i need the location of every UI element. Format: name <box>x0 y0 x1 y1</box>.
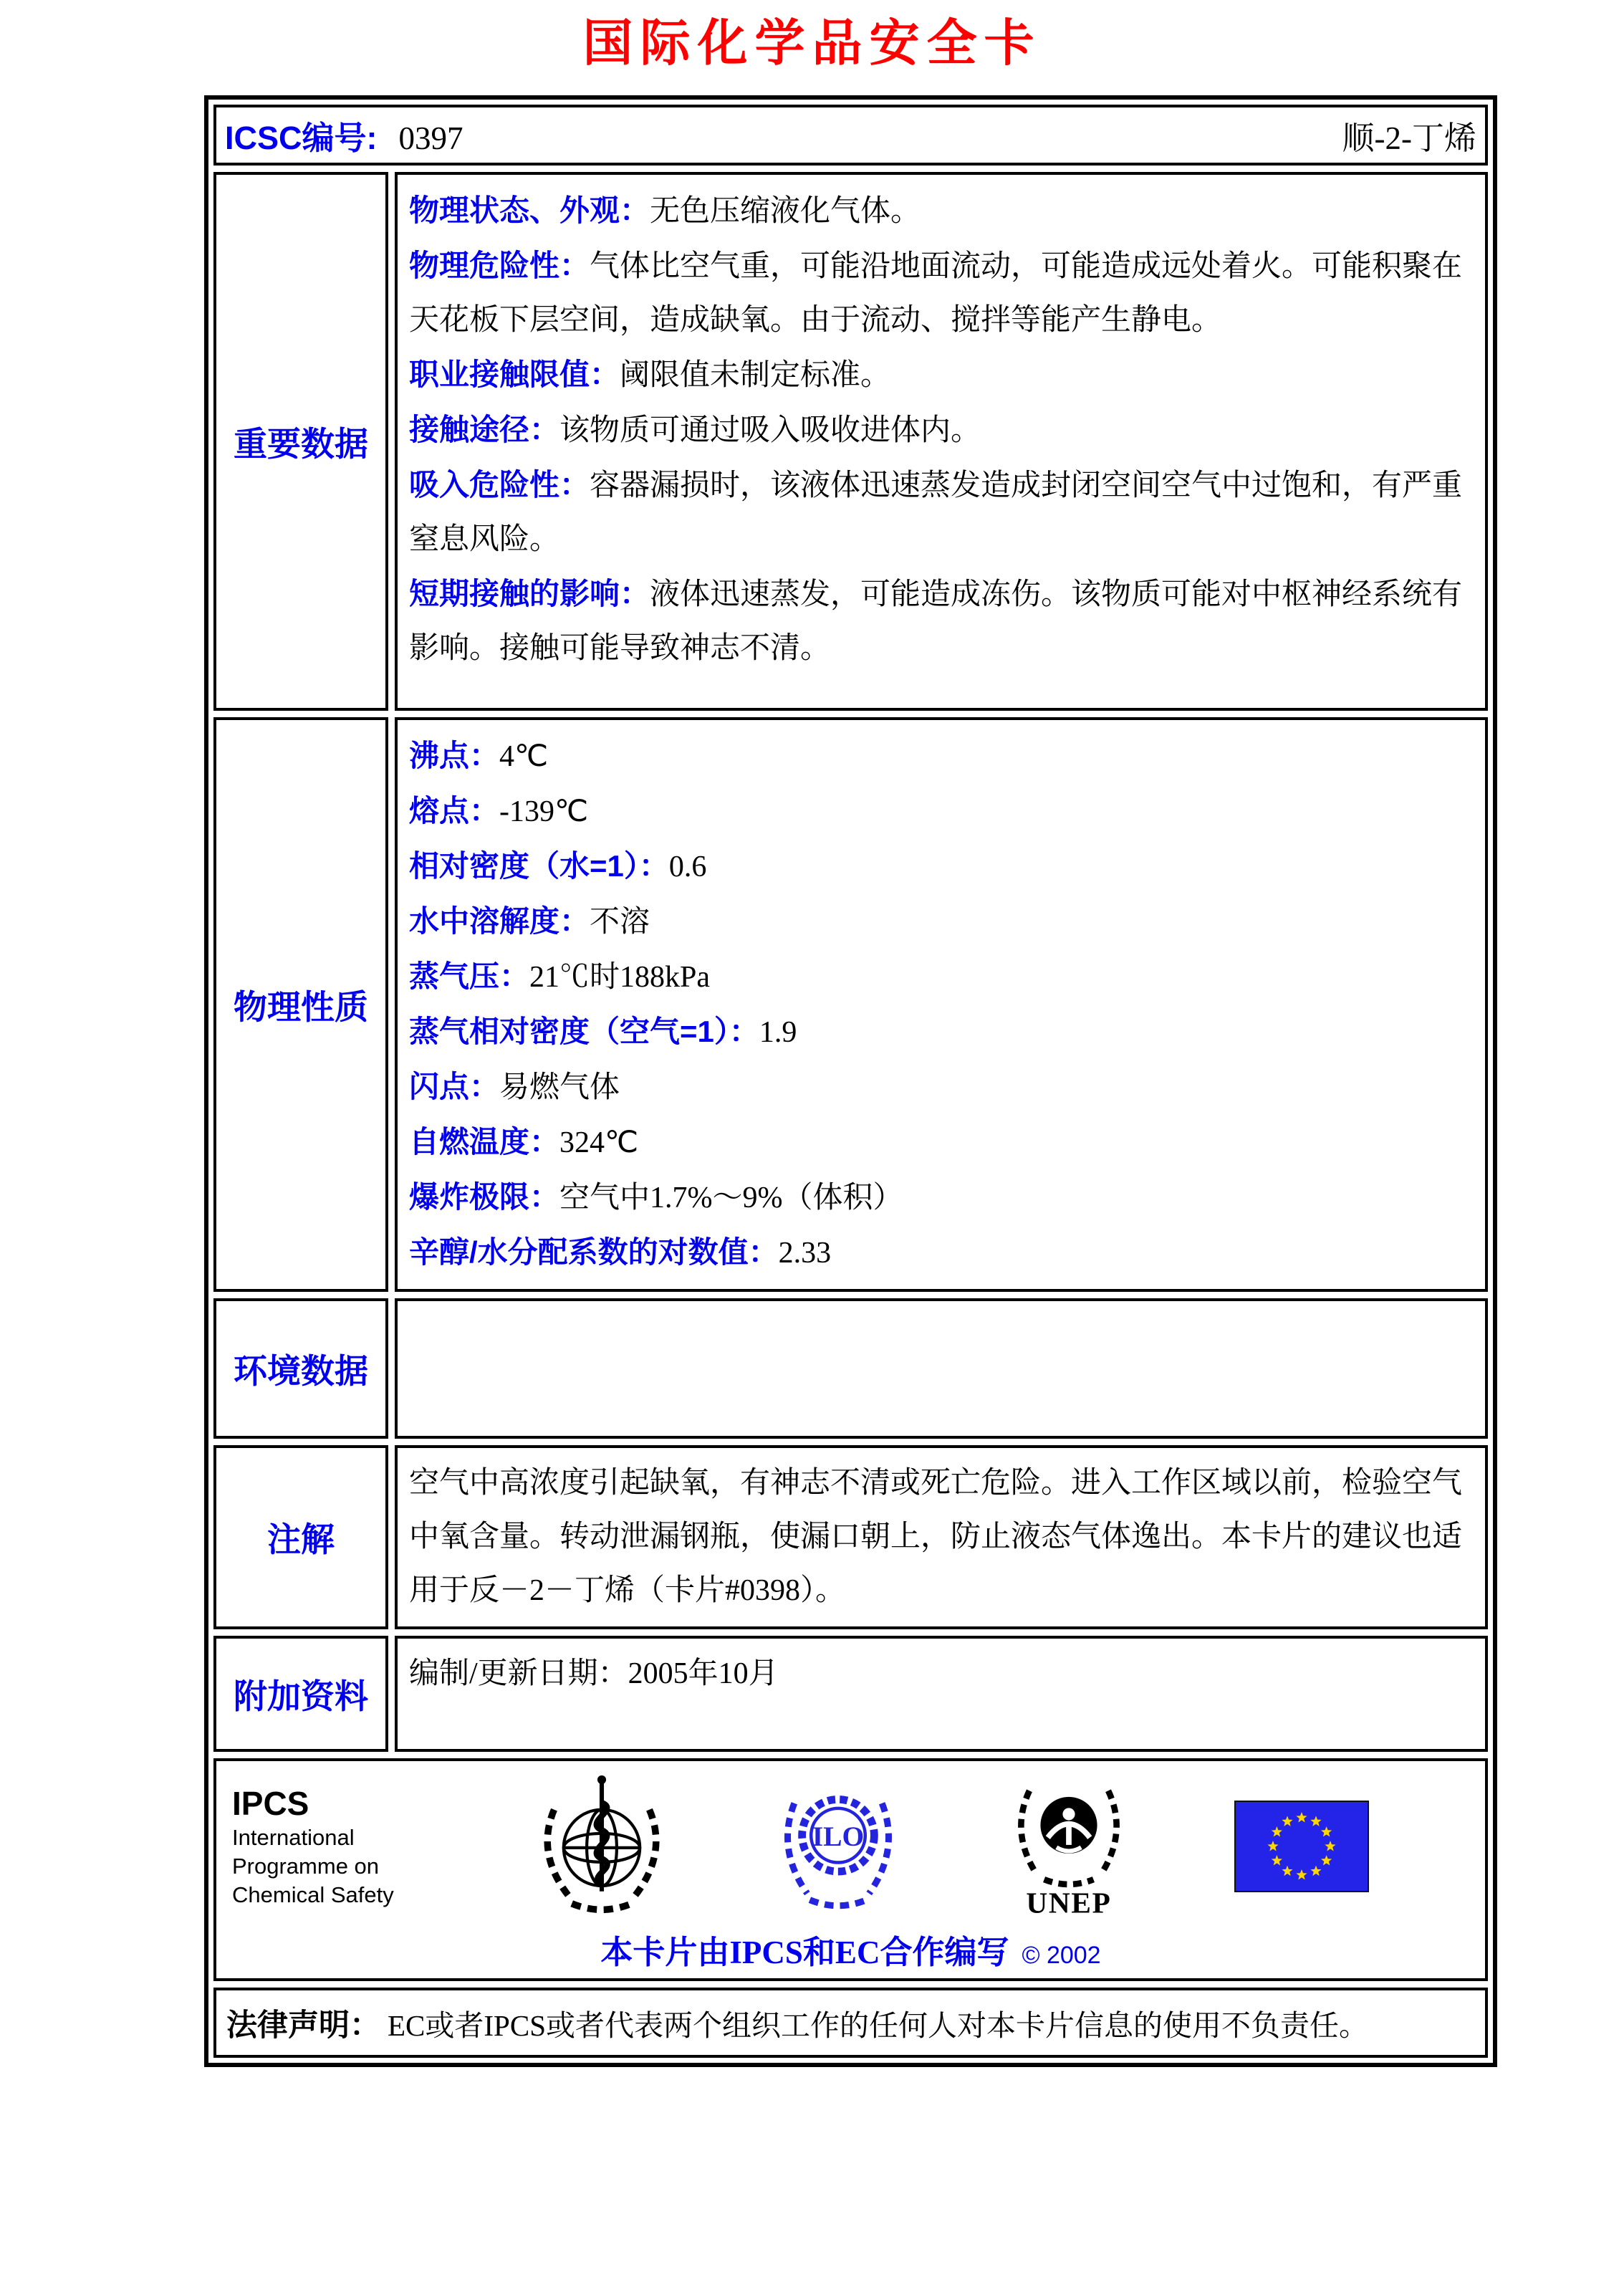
property-value: -139℃ <box>499 795 589 828</box>
property-value: 不溶 <box>590 906 650 939</box>
data-line <box>409 458 1474 567</box>
footer-cell <box>213 1758 1488 1981</box>
ilo-letters: ILO <box>812 1821 865 1853</box>
property-value: 324℃ <box>559 1126 639 1159</box>
property-value: 4℃ <box>499 740 549 773</box>
field-label: 物理危险性： <box>409 249 590 282</box>
physical-properties-content <box>395 717 1488 1292</box>
property-line <box>409 1115 1474 1170</box>
environmental-data-content <box>395 1298 1488 1439</box>
property-label: 辛醇/水分配系数的对数值： <box>409 1235 779 1269</box>
ipcs-line: Programme on <box>232 1854 380 1879</box>
property-line <box>409 1060 1474 1115</box>
important-data-label-cell <box>213 172 388 711</box>
section-environmental-data <box>213 1298 1488 1439</box>
property-line <box>409 949 1474 1005</box>
property-label: 沸点： <box>409 739 500 772</box>
icsc-number-label: ICSC编号: <box>225 120 378 156</box>
notes-text: 空气中高浓度引起缺氧，有神志不清或死亡危险。进入工作区域以前，检验空气中氧含量。转动泄漏钢瓶，使漏口朝上，防止液态气体逸出。本卡片的建议也适用于反－2－丁烯（卡片#0398）。 <box>409 1467 1463 1607</box>
property-label: 蒸气压： <box>409 959 530 993</box>
data-line <box>409 403 1474 458</box>
field-value: 液体迅速蒸发，可能造成冻伤。该物质可能对中枢神经系统有影响。接触可能导致神志不清。 <box>409 578 1463 665</box>
property-label: 相对密度（水=1）： <box>409 849 669 883</box>
legal-text: EC或者IPCS或者代表两个组织工作的任何人对本卡片信息的使用不负责任。 <box>388 2008 1368 2042</box>
property-line <box>409 784 1474 839</box>
notes-label-cell <box>213 1445 388 1629</box>
ipcs-title: IPCS <box>232 1785 309 1822</box>
notes-content <box>395 1445 1488 1629</box>
legal-cell <box>213 1988 1488 2058</box>
property-value: 空气中1.7%～9%（体积） <box>559 1181 903 1214</box>
property-value: 0.6 <box>668 850 707 883</box>
section-notes <box>213 1445 1488 1629</box>
property-line <box>409 839 1474 894</box>
ipcs-text-block <box>232 1783 429 1909</box>
field-label: 接触途径： <box>409 413 560 446</box>
important-data-content <box>395 172 1488 711</box>
data-line <box>409 239 1474 347</box>
caption-text: 本卡片由IPCS和EC合作编写 <box>600 1935 1009 1970</box>
section-physical-properties <box>213 717 1488 1292</box>
header-row <box>213 105 1488 166</box>
ipcs-line: Chemical Safety <box>232 1882 394 1907</box>
property-label: 爆炸极限： <box>409 1180 560 1214</box>
property-label: 熔点： <box>409 794 500 828</box>
section-label: 注解 <box>267 1520 335 1558</box>
section-label: 附加资料 <box>234 1677 368 1715</box>
page-title: 国际化学品安全卡 <box>582 16 1042 72</box>
eu-flag <box>1234 1801 1369 1892</box>
field-label: 吸入危险性： <box>409 468 590 502</box>
section-important-data <box>213 172 1488 711</box>
data-line <box>409 183 1474 239</box>
environmental-data-label-cell <box>213 1298 388 1439</box>
footer-inner <box>216 1761 1485 1978</box>
unep-logo <box>1007 1773 1130 1920</box>
who-logo <box>534 1773 670 1920</box>
ipcs-line: International <box>232 1825 355 1850</box>
field-value: 无色压缩液化气体。 <box>650 195 921 228</box>
property-line <box>409 1225 1474 1280</box>
field-value: 阈限值未制定标准。 <box>620 359 891 392</box>
property-label: 自燃温度： <box>409 1125 560 1159</box>
chemical-name: 顺-2-丁烯 <box>1342 120 1476 156</box>
data-line <box>409 567 1474 676</box>
field-label: 短期接触的影响： <box>409 577 650 610</box>
footer-row <box>213 1758 1488 1981</box>
additional-info-label-cell <box>213 1636 388 1752</box>
logo-strip <box>232 1773 1469 1920</box>
section-label: 物理性质 <box>234 987 368 1026</box>
legal-row <box>213 1988 1488 2058</box>
property-line <box>409 1005 1474 1060</box>
copyright-text: © 2002 <box>1022 1942 1101 1969</box>
property-line <box>409 894 1474 949</box>
section-label: 环境数据 <box>234 1351 368 1390</box>
field-value: 气体比空气重，可能沿地面流动，可能造成远处着火。可能积聚在天花板下层空间，造成缺氧。由于流动、搅拌等能产生静电。 <box>409 250 1463 337</box>
field-label: 职业接触限值： <box>409 358 620 391</box>
property-line <box>409 1170 1474 1225</box>
physical-properties-label-cell <box>213 717 388 1292</box>
field-value: 该物质可通过吸入吸收进体内。 <box>559 414 981 447</box>
icsc-number-group <box>225 112 463 158</box>
property-value: 易燃气体 <box>499 1071 620 1104</box>
footer-caption <box>232 1926 1469 1973</box>
property-label: 水中溶解度： <box>409 904 590 938</box>
property-value: 2.33 <box>778 1237 832 1270</box>
ilo-logo <box>774 1775 903 1918</box>
icsc-card <box>204 95 1497 2067</box>
additional-info-content <box>395 1636 1488 1752</box>
additional-info-text: 编制/更新日期：2005年10月 <box>409 1657 779 1690</box>
unep-letters: UNEP <box>1025 1886 1112 1919</box>
section-label: 重要数据 <box>234 424 368 463</box>
property-value: 1.9 <box>759 1016 797 1049</box>
data-line <box>409 347 1474 403</box>
property-label: 闪点： <box>409 1070 500 1103</box>
icsc-number-value: 0397 <box>398 120 463 156</box>
legal-label: 法律声明： <box>226 2008 380 2043</box>
field-label: 物理状态、外观： <box>409 193 650 227</box>
header-cell <box>213 105 1488 166</box>
property-value: 21℃时188kPa <box>529 961 711 994</box>
field-value: 容器漏损时，该液体迅速蒸发造成封闭空间空气中过饱和，有严重窒息风险。 <box>409 469 1463 556</box>
property-label: 蒸气相对密度（空气=1）： <box>409 1015 759 1048</box>
property-line <box>409 729 1474 784</box>
section-additional-info <box>213 1636 1488 1752</box>
